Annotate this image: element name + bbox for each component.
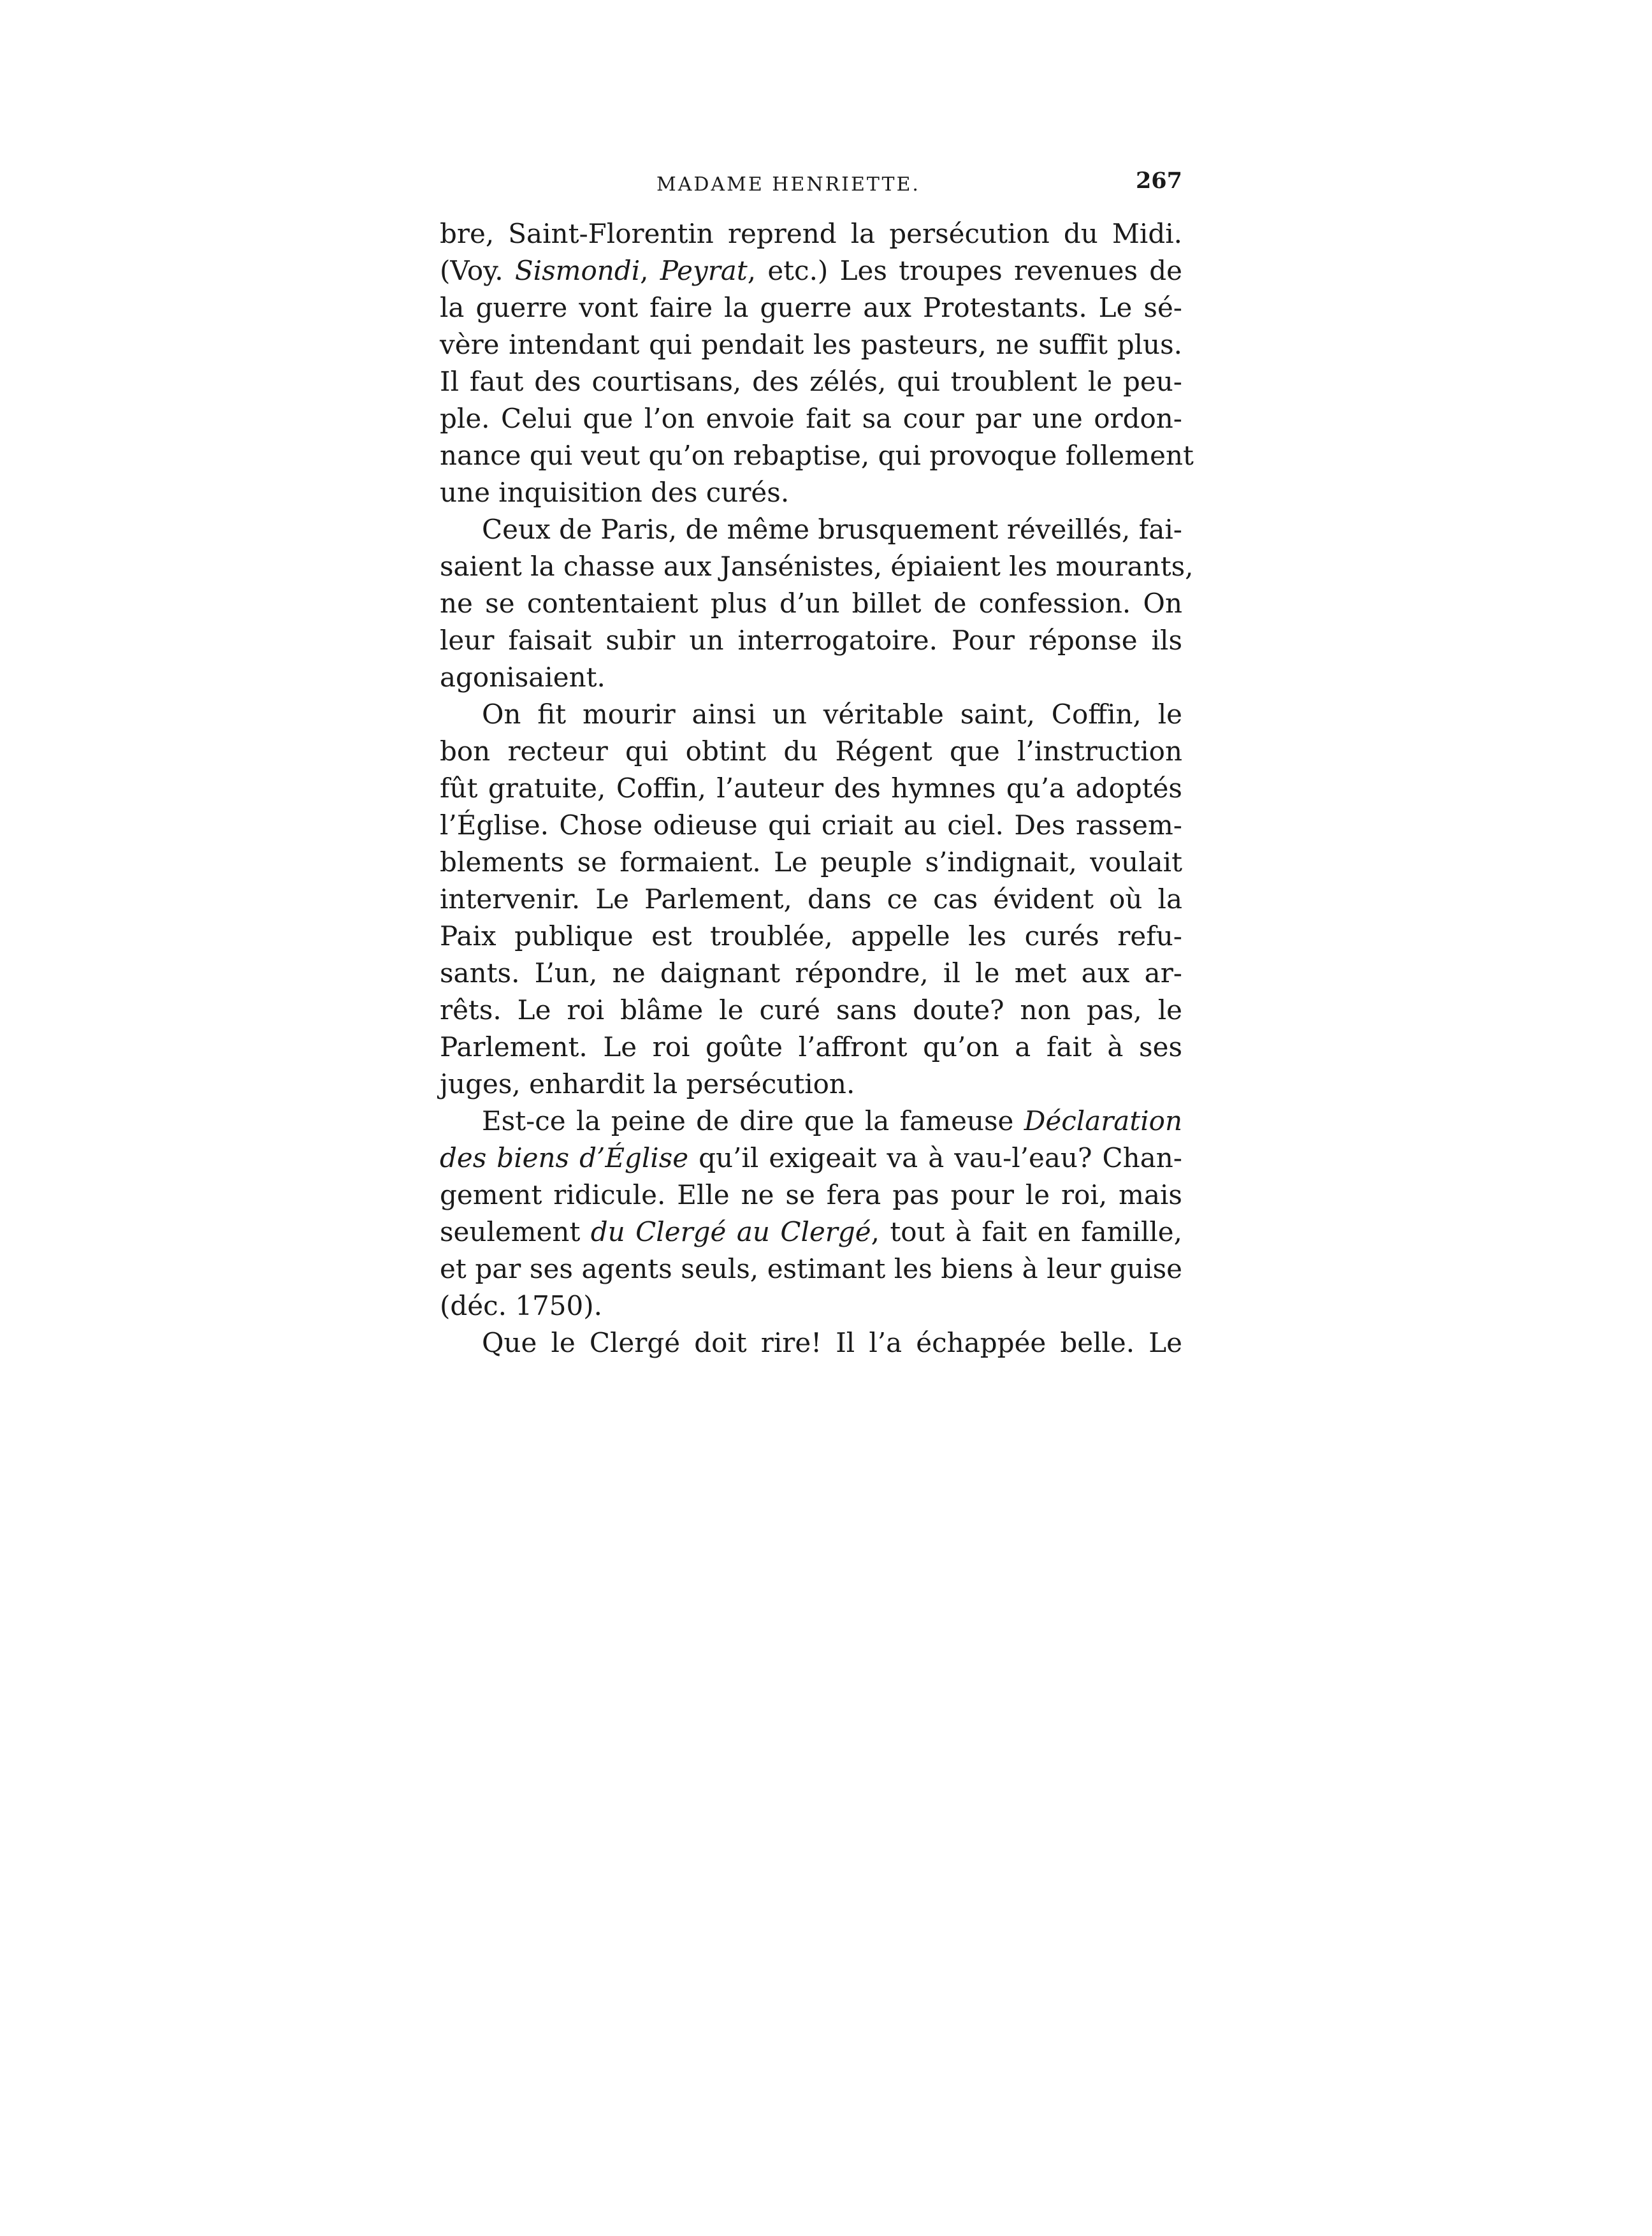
text-line [440,289,1182,326]
text-segment: seulement [440,1216,591,1247]
text-segment: et par ses agents seuls, estimant les biens à leur guise [440,1253,1182,1284]
text-line [440,1325,1182,1361]
text-line [440,659,1182,696]
text-segment: Est-ce la peine de dire que la fameuse [482,1105,1024,1136]
italic-text: Sismondi [514,255,641,286]
page-header [440,168,1182,210]
italic-text: Peyrat [660,255,748,286]
text-line [440,548,1194,585]
text-segment: leur faisait subir un interrogatoire. Pour réponse ils [440,625,1182,656]
text-segment: (Voy. [440,255,515,286]
italic-text: Déclaration [1024,1105,1182,1136]
text-segment: vère intendant qui pendait les pasteurs, ne suffit plus. [440,329,1182,360]
text-line [440,585,1182,622]
text-segment: nance qui veut qu’on rebaptise, qui provoque follement [440,440,1194,471]
text-line [440,474,1182,511]
italic-text: du Clergé au Clergé [590,1216,871,1247]
text-line [440,1214,1182,1251]
text-line [440,1177,1182,1214]
text-line [440,622,1182,659]
text-segment: une inquisition des curés. [440,477,790,508]
text-segment: gement ridicule. Elle ne se fera pas pour le roi, mais [440,1179,1182,1210]
paragraph [440,1325,1182,1361]
text-segment: ne se contentaient plus d’un billet de confession. On [440,588,1182,619]
text-line [440,326,1182,363]
text-segment: l’Église. Chose odieuse qui criait au ciel. Des rassem- [440,809,1182,841]
text-line [440,400,1182,437]
text-line [440,881,1182,918]
paragraph [440,215,1194,511]
text-line [440,1066,1182,1103]
paragraph [440,1103,1182,1325]
paragraph [440,696,1182,1103]
text-segment: la guerre vont faire la guerre aux Protestants. Le sé- [440,292,1182,323]
text-segment: On fit mourir ainsi un véritable saint, Coffin, le [482,699,1182,730]
text-segment: Il faut des courtisans, des zélés, qui troublent le peu- [440,366,1182,397]
text-line [440,1029,1182,1066]
text-line [440,1103,1182,1140]
text-segment: qu’il exigeait va à vau-l’eau? Chan- [688,1142,1182,1173]
text-segment: agonisaient. [440,662,605,693]
text-line [440,1251,1182,1288]
text-line [440,733,1182,770]
text-segment: , tout à fait en famille, [871,1216,1183,1247]
text-segment: sants. L’un, ne daignant répondre, il le met aux ar- [440,957,1182,989]
text-segment: rêts. Le roi blâme le curé sans doute? non pas, le [440,994,1182,1026]
text-segment: , [640,255,660,286]
text-segment: Parlement. Le roi goûte l’affront qu’on a fait à ses [440,1031,1182,1063]
text-segment: (déc. 1750). [440,1290,602,1321]
text-line [440,770,1182,807]
text-line [440,1288,1182,1325]
text-line [440,955,1182,992]
text-segment: fût gratuite, Coffin, l’auteur des hymnes qu’a adoptés [440,773,1182,804]
text-segment: ple. Celui que l’on envoie fait sa cour par une ordon- [440,403,1182,434]
page-number: 267 [1135,168,1182,194]
italic-text: des biens d’Église [440,1142,689,1173]
text-line [440,992,1182,1029]
body-text [440,215,1194,1361]
text-segment: , etc.) Les troupes revenues de [747,255,1182,286]
text-line [440,437,1194,474]
text-line [440,696,1182,733]
text-segment: Ceux de Paris, de même brusquement réveillés, fai- [482,514,1182,545]
text-line [440,844,1182,881]
text-segment: saient la chasse aux Jansénistes, épiaient les mourants, [440,551,1194,582]
text-line [440,1140,1182,1177]
text-segment: Que le Clergé doit rire! Il l’a échappée belle. Le [482,1327,1182,1358]
running-head: MADAME HENRIETTE. [656,173,920,196]
text-line [440,511,1182,548]
text-line [440,215,1182,252]
text-segment: bre, Saint-Florentin reprend la persécution du Midi. [440,218,1182,249]
text-line [440,918,1182,955]
text-segment: bon recteur qui obtint du Régent que l’instruction [440,736,1182,767]
text-segment: Paix publique est troublée, appelle les curés refu- [440,920,1182,952]
text-line [440,807,1182,844]
text-segment: blements se formaient. Le peuple s’indignait, voulait [440,846,1182,878]
paragraph [440,511,1194,696]
text-segment: juges, enhardit la persécution. [440,1068,855,1100]
text-segment: intervenir. Le Parlement, dans ce cas évident où la [440,883,1182,915]
text-line [440,363,1182,400]
text-line [440,252,1182,289]
